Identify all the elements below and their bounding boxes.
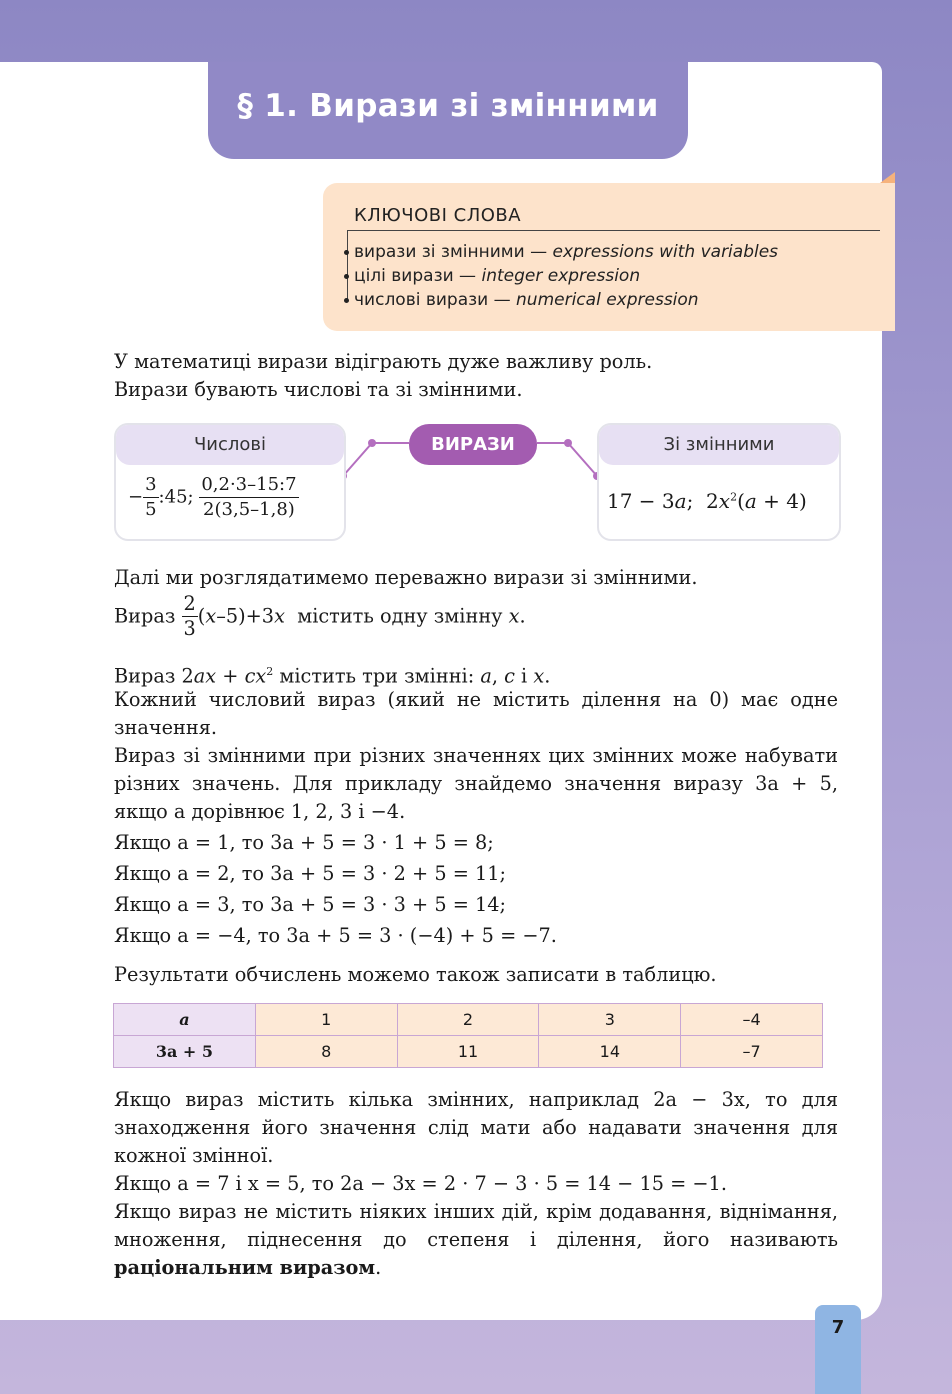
keyword-ua: вирази зі змінними —	[354, 242, 553, 262]
keyword-en: numerical expression	[516, 290, 699, 310]
paragraph	[74, 742, 838, 826]
table-cell: 2	[397, 1004, 539, 1036]
paragraph: Вираз $2ax + cx^2$ містить три змінні: a, c і x.	[114, 664, 551, 688]
numeric-box-title: Числові	[116, 425, 344, 465]
text: містить одну змінну	[297, 604, 503, 628]
expressions-pill: ВИРАЗИ	[409, 424, 537, 465]
table-cell: –7	[681, 1036, 823, 1068]
page-title: § 1. Вирази зі змінними	[237, 88, 659, 124]
paragraph	[74, 686, 838, 742]
table-cell: 3	[539, 1004, 681, 1036]
numeric-examples: − $\frac{3}{5}$ :45; $\frac{0,2\cdot 3-15:7}{2(3,5-1,8)}$	[128, 474, 297, 520]
denominator: 5	[145, 499, 157, 520]
bold-term: раціональним виразом	[114, 1256, 376, 1279]
text: Якщо вираз містить кілька змінних, наприклад 2a − 3x, то для знаходження його значення слід мати або надавати значення для кожної змінної.	[114, 1088, 838, 1167]
table-cell: 8	[255, 1036, 397, 1068]
numeric-expressions-box	[114, 423, 346, 541]
example-line: Якщо a = 3, то 3a + 5 = 3 · 3 + 5 = 14;	[114, 893, 507, 916]
table-row	[114, 1004, 823, 1036]
page-number: 7	[815, 1305, 861, 1394]
example-line: Якщо a = −4, то 3a + 5 = 3 · (−4) + 5 = −7.	[114, 924, 557, 947]
text: Вираз	[114, 604, 176, 628]
paragraph-fraction: Вираз $\frac{2}{3}$ (x–5)+3x містить одну змінну x.	[114, 592, 526, 640]
table-header-cell: 3a + 5	[114, 1036, 256, 1068]
denominator: 2(3,5–1,8)	[203, 499, 295, 520]
paragraph: Результати обчислень можемо також записати в таблицю.	[114, 963, 717, 986]
table-cell: 11	[397, 1036, 539, 1068]
paragraph: Якщо a = 7 і x = 5, то 2a − 3x = 2 · 7 − 3 · 5 = 14 − 15 = −1.	[114, 1172, 727, 1195]
table-header-cell: a	[114, 1004, 256, 1036]
paragraph	[74, 1086, 838, 1170]
table-cell: 1	[255, 1004, 397, 1036]
text: Якщо вираз не містить ніяких інших дій, крім додавання, віднімання, множення, піднесення до степеня і ділення, його називають раціональним виразом.	[114, 1200, 838, 1279]
text: Кожний числовий вираз (який не містить ділення на 0) має одне значення.	[114, 688, 838, 739]
paragraph: Далі ми розглядатимемо переважно вирази зі змінними.	[114, 566, 698, 589]
keywords-title: КЛЮЧОВІ СЛОВА	[354, 205, 522, 226]
table-cell: –4	[681, 1004, 823, 1036]
example-line: Якщо a = 2, то 3a + 5 = 3 · 2 + 5 = 11;	[114, 862, 507, 885]
fraction-two-thirds: $\frac{2}{3}$	[183, 592, 196, 640]
keyword-ua: цілі вирази —	[354, 266, 482, 286]
variable-box-title: Зі змінними	[599, 425, 839, 465]
table-row	[114, 1036, 823, 1068]
table-cell: 14	[539, 1036, 681, 1068]
fraction	[143, 473, 158, 522]
numerator: 3	[143, 473, 158, 498]
fraction	[199, 473, 298, 522]
keyword-en: expressions with variables	[552, 242, 779, 262]
text: Вираз зі змінними при різних значеннях цих змінних може набувати різних значень. Для прикладу знайдемо значення виразу 3a + 5, якщо a дорівнює 1, 2, 3 і −4.	[114, 744, 838, 823]
keyword-ua: числові вирази —	[354, 290, 517, 310]
keyword-en: integer expression	[481, 266, 641, 286]
example-line: Якщо a = 1, то 3a + 5 = 3 · 1 + 5 = 8;	[114, 831, 494, 854]
paragraph	[74, 1198, 838, 1282]
intro-line-1: У математиці вирази відіграють дуже важливу роль.	[114, 350, 653, 373]
values-table	[113, 1003, 823, 1068]
variable-expressions-box	[597, 423, 841, 541]
numerator: 0,2·3–15:7	[199, 473, 298, 498]
intro-line-2: Вирази бувають числові та зі змінними.	[114, 378, 523, 401]
variable-examples: 17 − 3a; $2x^2(a + 4)$	[607, 489, 807, 513]
